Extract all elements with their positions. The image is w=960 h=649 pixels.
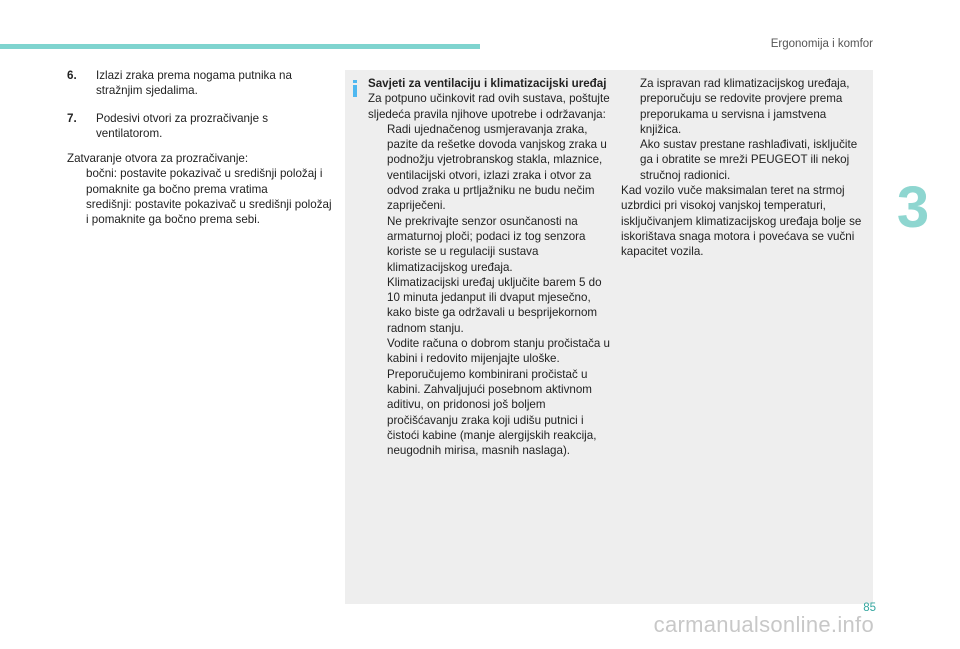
bullet-text: Za ispravan rad klimatizacijskog uređaja, preporučuju se redovite provjere prema preporukama u servisna i jamstvena knjižica. bbox=[640, 77, 850, 136]
list-item bbox=[621, 137, 867, 183]
section-title: Ergonomija i komfor bbox=[770, 38, 873, 50]
list-item bbox=[621, 76, 867, 137]
bullet-text: Ako sustav prestane rashlađivati, isključite ga i obratite se mreži PEUGEOT ili nekoj stručnoj radionici. bbox=[640, 138, 858, 182]
towing-note: Kad vozilo vuče maksimalan teret na strmoj uzbrdici pri visokoj vanjskoj temperaturi, isključivanjem klimatizacijskog uređaja bolje se iskorištava snaga motora i povećava se vučni kapacitet vozila. bbox=[621, 184, 862, 259]
tips-box-intro: Za potpuno učinkovit rad ovih sustava, poštujte sljedeća pravila njihove upotrebe i održavanja: bbox=[368, 92, 610, 121]
info-icon bbox=[353, 80, 357, 96]
left-column bbox=[67, 68, 337, 228]
numbered-item-6 bbox=[67, 68, 337, 99]
item-text: Izlazi zraka prema nogama putnika na stražnjim sjedalima. bbox=[96, 69, 292, 98]
bullet-text: Ne prekrivajte senzor osunčanosti na armaturnoj ploči; podaci iz tog senzora koriste se u regulaciji sustava klimatizacijskog uređaja. bbox=[387, 214, 586, 274]
list-item bbox=[67, 166, 337, 197]
numbered-item-7 bbox=[67, 111, 337, 142]
item-text: Podesivi otvori za prozračivanje s ventilatorom. bbox=[96, 111, 269, 140]
bullet-text: bočni: postavite pokazivač u središnji položaj i pomaknite ga bočno prema vratima bbox=[86, 167, 323, 196]
list-item bbox=[368, 275, 612, 336]
header-accent-bar bbox=[0, 44, 480, 49]
watermark: carmanualsonline.info bbox=[653, 612, 874, 637]
chapter-number: 3 bbox=[896, 175, 930, 240]
tips-box-left-column bbox=[368, 76, 612, 458]
bullet-text: Klimatizacijski uređaj uključite barem 5 do 10 minuta jedanput ili dvaput mjesečno, kako biste ga održavali u besprijekornom radnom stanju. bbox=[387, 275, 602, 335]
list-item bbox=[368, 214, 612, 275]
tips-box-title: Savjeti za ventilaciju i klimatizacijski uređaj bbox=[368, 77, 607, 90]
closing-vents-intro: Zatvaranje otvora za prozračivanje: bbox=[67, 152, 249, 166]
tips-box-right-column bbox=[621, 76, 867, 260]
page-number: 85 bbox=[863, 602, 876, 614]
bullet-text: Radi ujednačenog usmjeravanja zraka, pazite da rešetke dovoda vanjskog zraka u podnožju vjetrobranskog stakla, mlaznice, ventilacijski otvori, izlazi zraka i otvor za odvod zraka u prtljažniku ne budu nečim zapriječeni. bbox=[387, 122, 607, 213]
bullet-text: Vodite računa o dobrom stanju pročistača u kabini i redovito mijenjajte uloške. Preporučujemo kombinirani pročistač u kabini. Zahvaljujući posebnom aktivnom aditivu, on pridonosi još boljem pročišćavanju zraka koji udišu putnici i čistoći kabine (manje alergijskih reakcija, neugodnih mirisa, masnih naslaga). bbox=[387, 337, 610, 458]
list-item bbox=[368, 122, 612, 214]
list-item bbox=[67, 197, 337, 228]
item-number: 7. bbox=[67, 111, 77, 125]
list-item bbox=[368, 336, 612, 458]
bullet-text: središnji: postavite pokazivač u središnji položaj i pomaknite ga bočno prema sebi. bbox=[86, 198, 332, 227]
item-number: 6. bbox=[67, 69, 77, 82]
